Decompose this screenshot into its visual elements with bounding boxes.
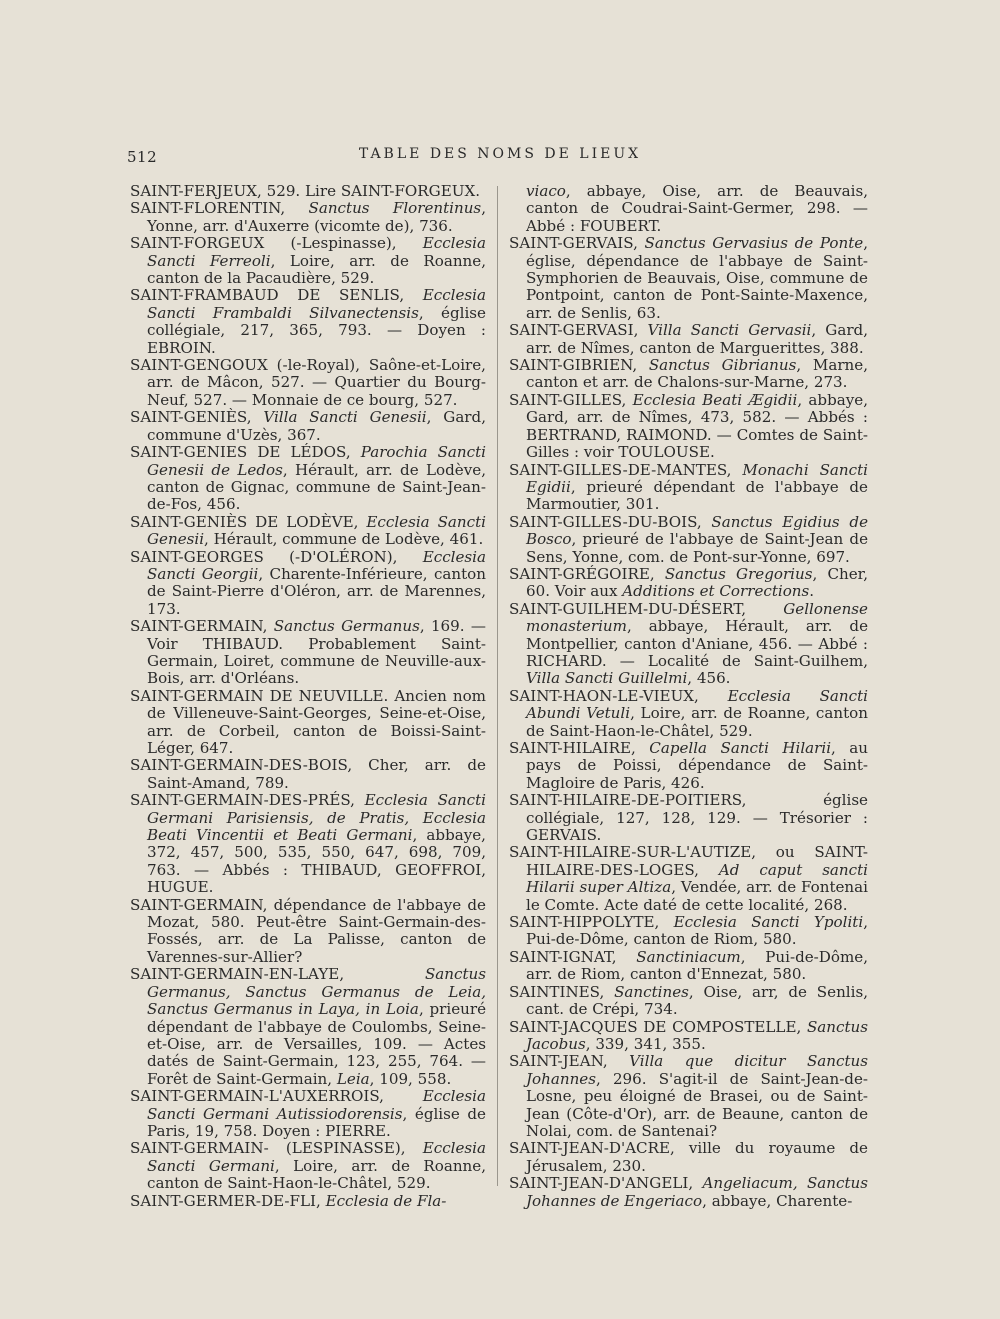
latin-name: Sanctus Egidius de Bosco [526,512,868,549]
entry-text: SAINT-IGNAT, [509,947,637,966]
latin-name: Ecclesia Sancti Genesii [147,512,486,549]
index-entry [130,287,486,357]
index-entry [130,183,486,200]
index-entry [130,200,486,235]
entry-text: SAINT-GILLES-DE-MANTES, [509,460,743,479]
latin-name: Villa Sancti Genesii [263,408,427,427]
entry-text: , Loire, arr. de Roanne, canton de Saint-Haon-le-Châtel, 529. [147,1156,486,1193]
entry-text: SAINT-GERMAIN, dépendance de l'abbaye de Mozat, 580. Peut-être Saint-Germain-des-Fossés, arr. de La Palisse, canton de Varennes-sur-Allier? [130,895,486,966]
latin-name: Sanctus Germanus [273,617,420,636]
entry-text: , abbaye, Gard, arr. de Nîmes, 473, 582. — Abbés : BERTRAND, RAIMOND. — Comtes de Saint-Gilles : voir TOULOUSE. [526,390,868,462]
entry-text: , au pays de Poissi, dépendance de Saint-Magloire de Paris, 426. [526,739,868,792]
latin-name: Ecclesia de Fla- [325,1191,447,1210]
latin-name: Sanctiniacum [636,947,741,966]
entry-text: , 296. S'agit-il de Saint-Jean-de-Losne, peu éloigné de Brasei, ou de Saint-Jean (Côte-d'Or), arr. de Beaune, canton de Nolai, com. de Santenai? [526,1069,868,1140]
entry-text: SAINT-FRAMBAUD DE SENLIS, [130,286,423,305]
latin-name: Ecclesia Sancti Germani Autissiodorensis [147,1087,486,1123]
entry-text: SAINT-JEAN-D'ANGELI, [509,1174,703,1193]
index-entry [509,688,868,740]
entry-text: , Gard, arr. de Nîmes, canton de Marguerittes, 388. [526,321,869,357]
index-entry [509,1053,868,1140]
running-title: TABLE DES NOMS DE LIEUX [358,146,642,162]
latin-name: Ecclesia Sancti Germani [147,1139,486,1175]
index-entry [130,549,486,619]
index-entry [509,949,868,984]
index-entry [130,688,486,758]
entry-text: , Marne, canton et arr. de Chalons-sur-Marne, 273. [526,356,868,392]
index-entry [130,357,486,409]
entry-text: SAINT-FLORENTIN, [130,199,309,218]
index-entry [130,444,486,514]
entry-text: SAINT-JACQUES DE COMPOSTELLE, [509,1017,807,1036]
latin-name: Sanctus Florentinus [308,199,482,218]
latin-name: Villa que dicitur Sanctus Johannes [526,1052,868,1088]
entry-text: , Loire, arr. de Roanne, canton de la Pacaudière, 529. [147,251,486,288]
index-entry [509,183,868,235]
latin-name: Gellonense monasterium [526,599,868,636]
latin-name: Monachi Sancti Egidii [526,460,868,496]
entry-text: , Cher, 60. Voir aux [526,564,868,601]
entry-text: SAINT-GILLES, [509,390,633,409]
index-entry [509,357,868,392]
latin-name: Sanctines [614,982,689,1001]
index-entry [509,984,868,1019]
entry-text: , Vendée, arr. de Fontenai le Comte. Acte daté de cette localité, 268. [526,878,868,914]
entry-text: SAINT-JEAN-D'ACRE, ville du royaume de Jérusalem, 230. [509,1139,868,1175]
entry-text: SAINT-HILAIRE, [509,739,650,757]
entry-text: SAINT-GERMAIN-L'AUXERROIS, [130,1087,423,1106]
latin-name: Ecclesia Sancti Abundi Vetuli [526,686,868,723]
entry-text: , église, dépendance de l'abbaye de Saint-Symphorien de Beauvais, Oise, commune de Pontpoint, canton de Pont-Sainte-Maxence, arr. de Senlis, 63. [526,234,869,322]
entry-text: SAINTINES, [509,982,615,1001]
index-entry [130,897,486,967]
latin-name: Ecclesia Sancti Germani Parisiensis, de Pratis, Ecclesia Beati Vincentii et Beati Germani [147,791,486,845]
entry-text: SAINT-GENIES DE LÉDOS, [130,443,361,462]
entry-text: , Hérault, commune de Lodève, 461. [204,530,484,549]
entry-text: SAINT-FORGEUX (-Lespinasse), [130,234,423,253]
latin-name: Ecclesia Sancti Ypoliti [673,913,864,932]
entry-text: , 456. [687,669,731,688]
entry-text: , Pui-de-Dôme, arr. de Riom, canton d'Ennezat, 580. [526,947,868,984]
index-entry [130,409,486,444]
column-rule [497,186,498,1186]
entry-text: , Loire, arr. de Roanne, canton de Saint-Haon-le-Châtel, 529. [526,704,868,740]
entry-text: SAINT-HILAIRE-DE-POITIERS, église collégiale, 127, 128, 129. — Trésorier : GERVAIS. [509,791,868,845]
page-number: 512 [127,148,158,166]
index-entry [509,1140,868,1175]
entry-text: SAINT-HILAIRE-SUR-L'AUTIZE, ou SAINT-HILAIRE-DES-LOGES, [509,843,868,879]
entry-text: SAINT-GERMAIN-DES-BOIS, Cher, arr. de Saint-Amand, 789. [130,756,486,792]
index-entry [130,757,486,792]
latin-name: Villa Sancti Gervasii [647,321,812,340]
entry-text: , prieuré dépendant de l'abbaye de Marmoutier, 301. [526,477,868,514]
index-entry [130,1193,486,1210]
index-entry [130,618,486,688]
entry-text: , 109, 558. [369,1069,452,1088]
entry-text: , Pui-de-Dôme, canton de Riom, 580. [526,913,868,949]
latin-name: Sanctus Gregorius [664,564,813,583]
entry-text: , prieuré de l'abbaye de Saint-Jean de Sens, Yonne, com. de Pont-sur-Yonne, 697. [526,530,868,566]
entry-text: SAINT-HIPPOLYTE, [509,913,674,932]
index-entry [509,1019,868,1054]
entry-text: SAINT-GRÉGOIRE, [509,564,665,583]
latin-name: Sanctus Jacobus [526,1017,868,1053]
entry-text: , Yonne, arr. d'Auxerre (vicomte de), 736. [147,199,486,235]
entry-text: SAINT-GERVAIS, [509,234,645,253]
entry-text: , Hérault, arr. de Lodève, canton de Gignac, commune de Saint-Jean-de-Fos, 456. [147,460,486,514]
entry-text: SAINT-GENIÈS, [130,408,264,427]
latin-name: Sanctus Gervasius de Ponte [644,234,864,253]
entry-text: , abbaye, Hérault, arr. de Montpellier, canton d'Aniane, 456. — Abbé : RICHARD. — Localité de Saint-Guilhem, [526,617,868,670]
latin-name: Leia [336,1069,370,1088]
index-entry [509,1175,868,1210]
index-entry [509,740,868,792]
entry-text: , Gard, commune d'Uzès, 367. [147,408,486,444]
index-entry [130,514,486,549]
index-entry [509,462,868,514]
index-entry [509,601,868,688]
latin-name: Ecclesia Sancti Georgii [147,547,486,583]
latin-name: Parochia Sancti Genesii de Ledos [147,443,487,479]
latin-name: viaco [526,182,566,200]
entry-text: , église collégiale, 217, 365, 793. — Doyen : EBROIN. [147,303,486,357]
entry-text: SAINT-GILLES-DU-BOIS, [509,512,712,531]
latin-name: Ecclesia Sancti Frambaldi Silvanectensis [147,286,486,322]
index-entry [509,844,868,914]
entry-text: , abbaye, Oise, arr. de Beauvais, canton de Coudrai-Saint-Germer, 298. — Abbé : FOUBERT. [526,182,868,235]
entry-text: SAINT-GUILHEM-DU-DÉSERT, [509,599,784,618]
index-entry [130,235,486,287]
latin-name: Ecclesia Sancti Ferreoli [147,234,486,270]
entry-text: , Charente-Inférieure, canton de Saint-Pierre d'Oléron, arr. de Marennes, 173. [147,564,486,618]
entry-text: SAINT-GIBRIEN, [509,356,649,375]
entry-text: SAINT-GERVASI, [509,321,648,340]
index-entry [509,914,868,949]
index-entry [509,566,868,601]
entry-text: , 339, 341, 355. [585,1034,706,1053]
entry-text: SAINT-HAON-LE-VIEUX, [509,686,728,705]
entry-text: , église de Paris, 19, 758. Doyen : PIERRE. [147,1104,486,1140]
entry-text: , abbaye, 372, 457, 500, 535, 550, 647, 698, 709, 763. — Abbés : THIBAUD, GEOFFROI, HUGUE. [147,826,486,897]
index-entry [130,966,486,1088]
latin-name: Ecclesia Beati Ægidii [632,390,798,409]
latin-name: Angeliacum, Sanctus Johannes de Engeriaco [526,1174,869,1210]
right-column [509,183,868,1210]
entry-text: SAINT-FERJEUX, 529. Lire SAINT-FORGEUX. [130,182,480,200]
entry-text: SAINT-GERMAIN DE NEUVILLE. Ancien nom de Villeneuve-Saint-Georges, Seine-et-Oise, arr. de Corbeil, canton de Boissi-Saint-Léger, 647. [130,686,486,757]
latin-name: Villa Sancti Guillelmi [526,669,688,688]
entry-text: SAINT-GERMAIN-EN-LAYE, [130,965,425,984]
index-entry [130,1140,486,1192]
left-column [130,183,486,1210]
entry-text: SAINT-GEORGES (-D'OLÉRON), [130,547,423,566]
latin-name: Ad caput sancti Hilarii super Altiza [526,860,869,897]
entry-text: SAINT-GERMAIN, [130,617,274,636]
index-entry [509,514,868,566]
entry-text: SAINT-GENGOUX (-le-Royal), Saône-et-Loire, arr. de Mâcon, 527. — Quartier du Bourg-Neuf, 527. — Monnaie de ce bourg, 527. [130,356,486,409]
latin-name: Sanctus Germanus, Sanctus Germanus de Leia, Sanctus Germanus in Laya, in Loia [147,965,486,1019]
index-entry [130,792,486,896]
latin-name: Capella Sancti Hilarii [649,739,832,757]
entry-text: SAINT-GENIÈS DE LODÈVE, [130,512,367,531]
entry-text: . [809,582,815,601]
entry-text: SAINT-JEAN, [509,1052,630,1071]
entry-text: , abbaye, Charente- [702,1191,853,1210]
index-entry [130,1088,486,1140]
entry-text: SAINT-GERMAIN- (LESPINASSE), [130,1139,423,1158]
index-entry [509,792,868,844]
index-entry [509,322,868,357]
latin-name: Additions et Corrections [622,582,810,601]
entry-text: SAINT-GERMER-DE-FLI, [130,1191,326,1210]
entry-text: , 169. — Voir THIBAUD. Probablement Saint-Germain, Loiret, commune de Neuville-aux-Bois, arr. d'Orléans. [147,617,486,688]
entry-text: SAINT-GERMAIN-DES-PRÉS, [130,791,365,810]
latin-name: Sanctus Gibrianus [648,356,797,375]
index-entry [509,235,868,322]
entry-text: , prieuré dépendant de l'abbaye de Coulombs, Seine-et-Oise, arr. de Versailles, 109. — Actes datés de Saint-Germain, 123, 255, 764. — Forêt de Saint-Germain, [147,1000,486,1088]
entry-text: , Oise, arr, de Senlis, cant. de Crépi, 734. [526,982,869,1019]
index-entry [509,392,868,462]
